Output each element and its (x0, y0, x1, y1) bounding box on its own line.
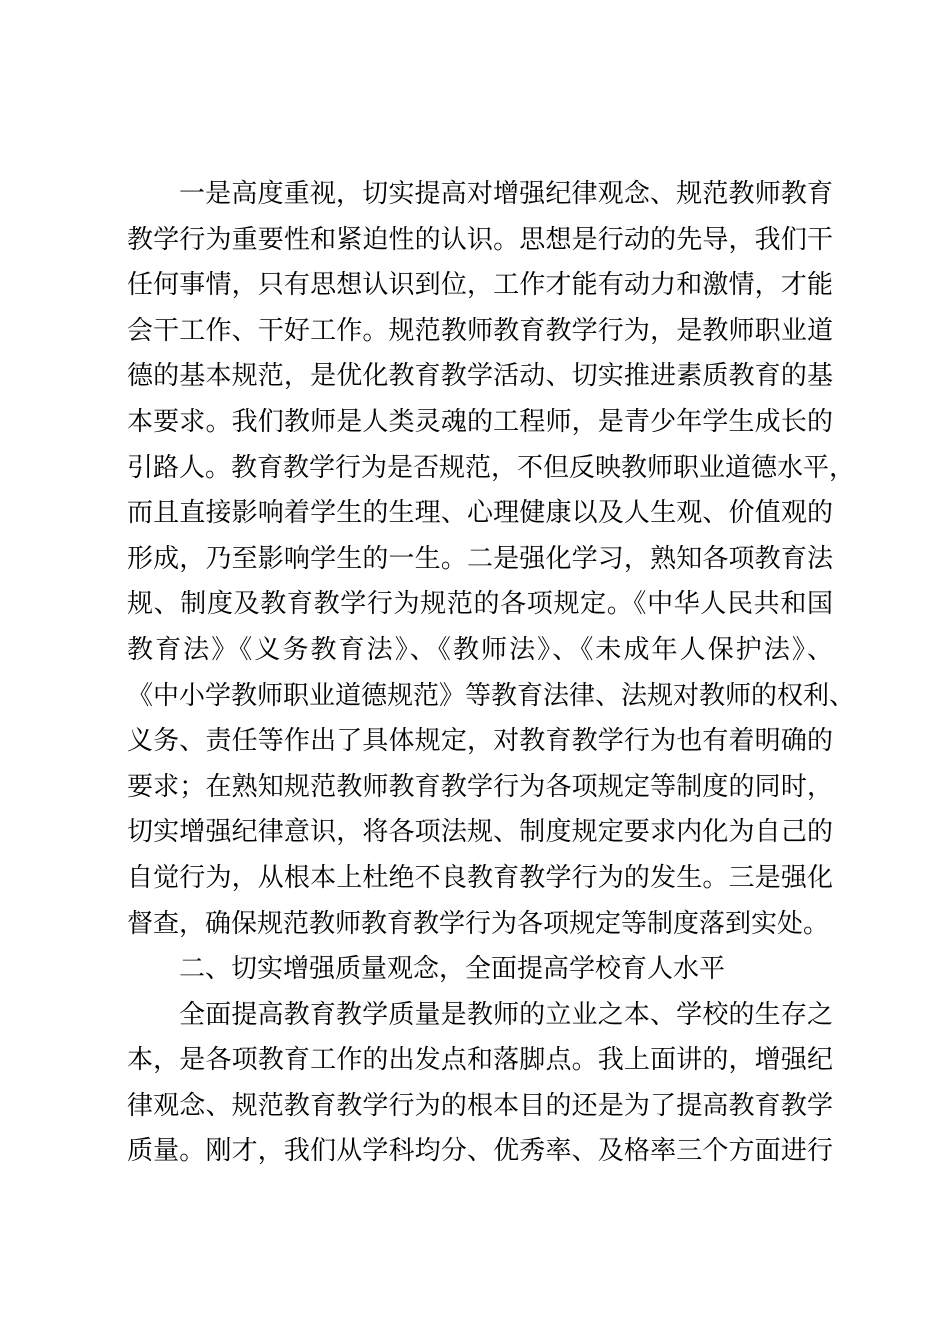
paragraph-line: 义务、责任等作出了具体规定，对教育教学行为也有着明确的 (127, 726, 833, 757)
paragraph-line: 会干工作、干好工作。规范教师教育教学行为，是教师职业道 (127, 315, 833, 346)
paragraph-line: 本，是各项教育工作的出发点和落脚点。我上面讲的，增强纪 (127, 1045, 833, 1076)
paragraph-line: 督查，确保规范教师教育教学行为各项规定等制度落到实处。 (127, 908, 830, 939)
paragraph-line: 引路人。教育教学行为是否规范，不但反映教师职业道德水平， (127, 452, 856, 483)
paragraph-line: 质量。刚才，我们从学科均分、优秀率、及格率三个方面进行 (127, 1136, 833, 1167)
paragraph-line: 形成，乃至影响学生的一生。二是强化学习，熟知各项教育法 (127, 543, 833, 574)
paragraph-line: 《中小学教师职业道德规范》等教育法律、法规对教师的权利、 (127, 680, 856, 711)
paragraph-line: 本要求。我们教师是人类灵魂的工程师，是青少年学生成长的 (127, 406, 833, 437)
paragraph-line: 律观念、规范教育教学行为的根本目的还是为了提高教育教学 (127, 1090, 833, 1121)
paragraph-line: 规、制度及教育教学行为规范的各项规定。《中华人民共和国 (127, 589, 833, 620)
section-heading: 二、切实增强质量观念，全面提高学校育人水平 (179, 954, 726, 985)
paragraph-line: 教育法》《义务教育法》、《教师法》、《未成年人保护法》、 (127, 634, 833, 665)
document-body (127, 172, 856, 1175)
paragraph-line: 任何事情，只有思想认识到位，工作才能有动力和激情，才能 (127, 270, 833, 301)
paragraph-line: 一是高度重视，切实提高对增强纪律观念、规范教师教育 (179, 179, 833, 209)
paragraph-line: 德的基本规范，是优化教育教学活动、切实推进素质教育的基 (127, 361, 833, 392)
paragraph-line: 教学行为重要性和紧迫性的认识。思想是行动的先导，我们干 (127, 224, 833, 255)
paragraph-line: 自觉行为，从根本上杜绝不良教育教学行为的发生。三是强化 (127, 862, 833, 893)
paragraph-line: 而且直接影响着学生的生理、心理健康以及人生观、价值观的 (127, 498, 833, 529)
paragraph-line: 切实增强纪律意识，将各项法规、制度规定要求内化为自己的 (127, 817, 833, 848)
paragraph-line: 要求；在熟知规范教师教育教学行为各项规定等制度的同时， (127, 771, 833, 802)
paragraph-line: 全面提高教育教学质量是教师的立业之本、学校的生存之 (179, 999, 833, 1030)
